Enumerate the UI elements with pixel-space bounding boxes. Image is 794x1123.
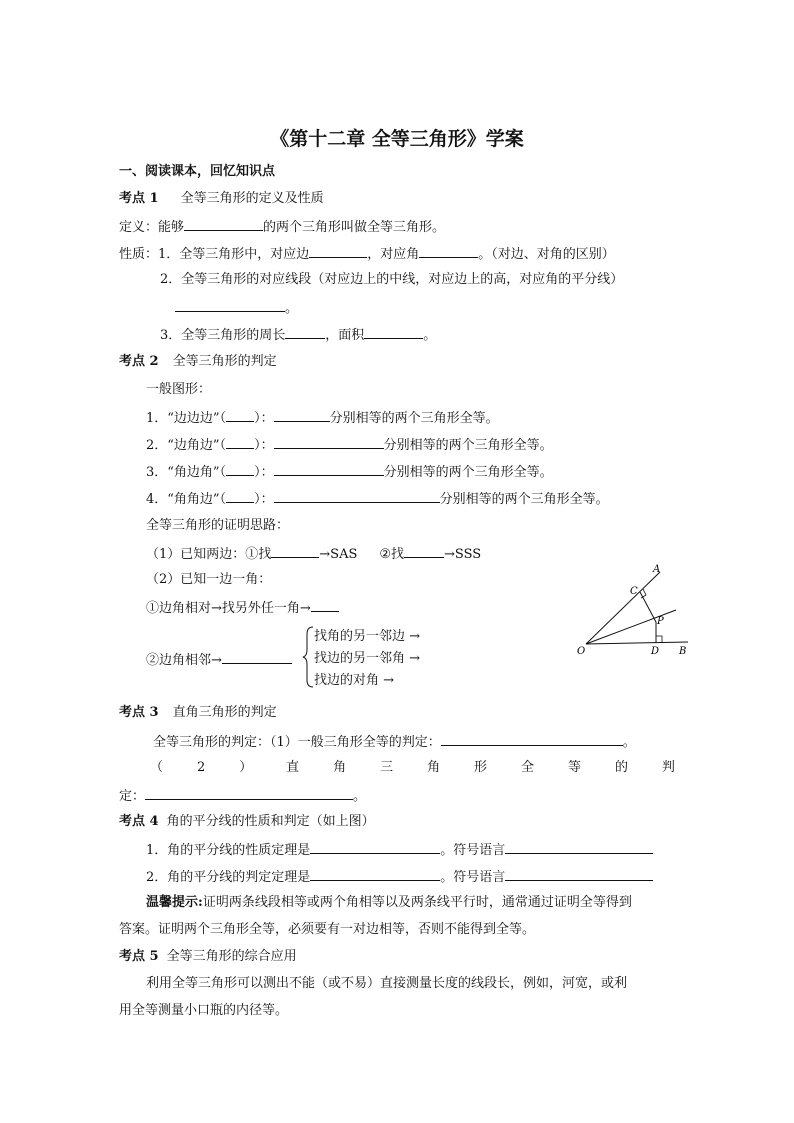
angle-bisector-figure [572, 560, 696, 660]
blank-judgment-theorem[interactable] [310, 867, 440, 881]
label-p: P [657, 616, 664, 627]
blank-side[interactable] [309, 244, 367, 258]
spaced-char: 2 [196, 760, 206, 775]
blank-right-triangle[interactable] [145, 786, 353, 800]
edge-angle-line: （2）已知一边一角： [146, 572, 272, 587]
r2-mid: 。符号语言 [440, 870, 506, 885]
blank-abbr[interactable] [226, 408, 254, 422]
blank-perimeter[interactable] [285, 325, 325, 339]
tip-line-1 [146, 894, 632, 912]
k5-text-2: 用全等测量小口瓶的内径等。 [119, 1003, 289, 1018]
k2-head: 考点 2 [119, 354, 159, 369]
label-b: B [679, 646, 687, 657]
criterion-row [146, 408, 499, 428]
property-2: 2．全等三角形的对应线段（对应边上的中线，对应边上的高，对应角的平分线） [160, 272, 624, 287]
p1-mid: ，对应角 [367, 247, 420, 262]
label-c: C [630, 586, 638, 597]
right-angle-mark-d [656, 636, 662, 643]
p3-mid: ，面积 [325, 328, 365, 343]
criterion-mid: ）： [254, 465, 274, 480]
label-a: A [653, 564, 661, 575]
k5-topic: 全等三角形的综合应用 [166, 949, 297, 964]
k3-right-triangle-blank [119, 786, 366, 806]
blank-general-criteria[interactable] [441, 732, 623, 746]
k4-line [119, 813, 375, 831]
spaced-char: 角 [333, 760, 347, 775]
line1-post: 。 [622, 735, 636, 750]
spaced-char: 全 [521, 760, 535, 775]
blank-abbr[interactable] [226, 489, 254, 503]
k5-text-1: 利用全等三角形可以测出不能（或不易）直接测量长度的线段长，例如，河宽，或利 [146, 976, 628, 991]
criterion-row [146, 435, 553, 455]
blank-symbol-language[interactable] [505, 867, 653, 881]
two-mid: ②找 [379, 547, 405, 562]
blank-definition[interactable] [184, 217, 263, 231]
spaced-char: 判 [661, 760, 675, 775]
blank-condition[interactable] [274, 435, 384, 449]
p1-post: 。（对边、对角的区别） [478, 247, 615, 262]
r2-pre: 2．角的平分线的判定定理是 [146, 870, 311, 885]
line3-pre: 定： [119, 789, 146, 804]
page-title: 《第十二章 全等三角形》学案 [270, 128, 524, 150]
criterion-pre: 3．“角边角”（ [146, 465, 227, 480]
section-heading: 一、阅读课本，回忆知识点 [119, 164, 276, 179]
p3-post: 。 [423, 328, 437, 343]
blank-segments[interactable] [175, 298, 285, 312]
k4-topic: 角的平分线的性质和判定（如上图） [166, 814, 375, 829]
p1-pre: 性质：1．全等三角形中，对应边 [119, 247, 310, 262]
label-d: D [651, 646, 660, 657]
k3-right-triangle-line [150, 759, 675, 777]
r1-mid: 。符号语言 [440, 843, 506, 858]
criterion-pre: 4．“角角边”（ [146, 492, 227, 507]
brace-icon [302, 626, 314, 688]
r1-pre: 1．角的平分线的性质定理是 [146, 843, 311, 858]
def-post: 的两个三角形叫做全等三角形。 [263, 220, 446, 235]
line3-post: 。 [353, 789, 367, 804]
criterion-post: 分别相等的两个三角形全等。 [383, 438, 553, 453]
spaced-char: 形 [474, 760, 488, 775]
c1-text: ①边角相对→找另外任一角→ [146, 601, 311, 616]
line1-pre: 全等三角形的判定：（1）一般三角形全等的判定： [153, 735, 441, 750]
two-sas: →SAS [319, 547, 358, 562]
criterion-row [146, 489, 609, 509]
blank-abbr[interactable] [226, 435, 254, 449]
k3-head: 考点 3 [119, 705, 159, 720]
k2-topic: 全等三角形的判定 [172, 354, 277, 369]
general-figure: 一般图形： [146, 382, 212, 397]
two-sides-line [146, 544, 481, 564]
bisector-judgment [146, 867, 653, 887]
tip-text-1: 证明两条线段相等或两个角相等以及两条线平行时，通常通过证明全等得到 [202, 895, 632, 910]
property-3 [160, 325, 436, 345]
p2-end: 。 [285, 301, 299, 316]
brace-item: 找边的另一邻角 → [314, 651, 421, 666]
criterion-pre: 2．“边角边”（ [146, 438, 227, 453]
label-o: O [577, 646, 586, 657]
spaced-char: 直 [286, 760, 300, 775]
spaced-char: 等 [567, 760, 581, 775]
blank-condition[interactable] [274, 489, 440, 503]
blank-angle[interactable] [419, 244, 478, 258]
criterion-post: 分别相等的两个三角形全等。 [329, 411, 499, 426]
k4-head: 考点 4 [119, 814, 159, 829]
tip-line-2: 答案。证明两个三角形全等，必须要有一对边相等，否则不能得到全等。 [119, 922, 536, 937]
k3-topic: 直角三角形的判定 [172, 705, 277, 720]
k5-head: 考点 5 [119, 949, 159, 964]
case-opposite [146, 598, 339, 618]
k3-line [119, 704, 277, 722]
blank-area[interactable] [364, 325, 423, 339]
k3-general-line [153, 732, 636, 752]
blank-condition[interactable] [274, 462, 384, 476]
bisector-property [146, 840, 653, 860]
property-1 [119, 244, 615, 264]
brace-item: 找角的另一邻边 → [314, 629, 421, 644]
blank-sas[interactable] [271, 544, 319, 558]
c2-text: ②边角相邻→ [146, 653, 222, 668]
criterion-post: 分别相等的两个三角形全等。 [439, 492, 609, 507]
spaced-char: ） [239, 760, 253, 775]
k5-line [119, 948, 297, 966]
criterion-pre: 1．“边边边”（ [146, 411, 227, 426]
blank-opposite[interactable] [311, 598, 339, 612]
spaced-char: 角 [427, 760, 441, 775]
spaced-char: （ [150, 760, 164, 775]
k2-line [119, 353, 277, 371]
criterion-row [146, 462, 553, 482]
blank-sss[interactable] [404, 544, 444, 558]
p3-pre: 3．全等三角形的周长 [160, 328, 286, 343]
blank-adjacent[interactable] [222, 650, 292, 664]
k1-head: 考点 1 [119, 191, 159, 206]
k1-topic: 全等三角形的定义及性质 [180, 191, 324, 206]
brace-item: 找边的对角 → [314, 673, 395, 688]
blank-property-theorem[interactable] [310, 840, 440, 854]
def-pre: 定义：能够 [119, 220, 185, 235]
two-pre: （1）已知两边：①找 [146, 547, 272, 562]
blank-condition[interactable] [274, 408, 330, 422]
definition-line [119, 217, 445, 237]
proof-ideas: 全等三角形的证明思路： [146, 518, 290, 533]
property-2-blank-line [175, 298, 298, 318]
criterion-mid: ）： [254, 438, 274, 453]
k1-line [119, 190, 324, 208]
segment-pc [640, 592, 656, 622]
ray-ob [586, 642, 688, 644]
case-adjacent [146, 650, 292, 670]
spaced-char: 三 [380, 760, 394, 775]
criterion-post: 分别相等的两个三角形全等。 [383, 465, 553, 480]
criterion-mid: ）： [254, 492, 274, 507]
blank-abbr[interactable] [226, 462, 254, 476]
two-sss: →SSS [444, 547, 482, 562]
spaced-char: 的 [614, 760, 628, 775]
tip-label: 温馨提示: [146, 895, 203, 910]
criterion-mid: ）： [254, 411, 274, 426]
blank-symbol-language[interactable] [505, 840, 653, 854]
